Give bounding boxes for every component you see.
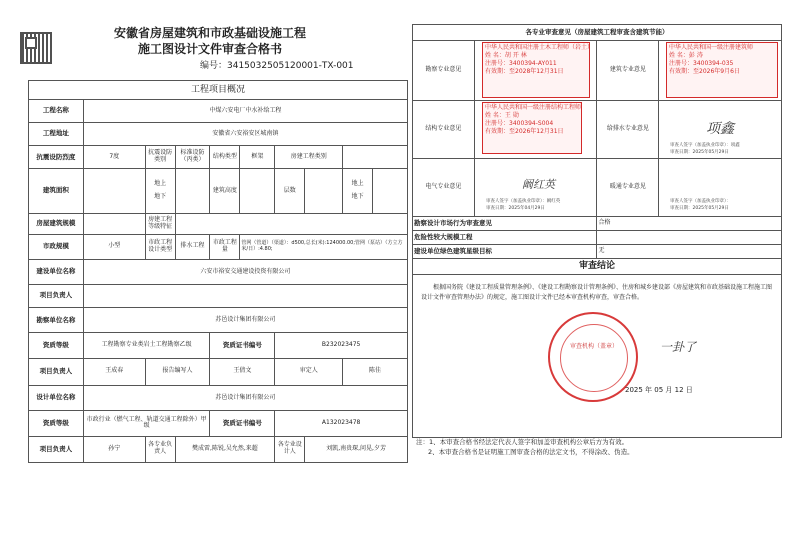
org-label: 审查机构（盖章）	[569, 343, 618, 350]
stamp-line: 中华人民共和国注册土木工程师（岩土）	[485, 44, 594, 51]
reviewer-value: 陈佳	[343, 358, 408, 385]
conclusion-date: 2025 年 05 月 12 日	[625, 386, 693, 394]
builder-value: 六安市裕安交通建设投资有限公司	[83, 259, 407, 284]
stamp-line: 注册号：3400394-035	[669, 60, 734, 68]
below-label: 地下	[351, 193, 364, 201]
conclusion-title: 审查结论	[413, 259, 782, 275]
project-lead-label: 项目负责人	[29, 285, 84, 308]
grade-value	[175, 213, 407, 234]
survey-lead-label: 项目负责人	[29, 358, 84, 385]
seismic-label: 抗震设防烈度	[29, 146, 84, 169]
section-title: 工程项目概况	[29, 81, 408, 100]
reviewer-label: 审定人	[275, 358, 343, 385]
municipal-cat-label: 市政工程设计类型	[145, 234, 175, 259]
stamp-architect	[666, 42, 778, 98]
builder-label: 建设单位名称	[29, 259, 84, 284]
stamp-line: 注册号：3400394-AY011	[485, 60, 557, 68]
floors-label: 层数	[275, 169, 305, 213]
design-unit-label: 设计单位名称	[29, 386, 84, 411]
above-label: 地上	[351, 179, 364, 187]
seismic-value: 7度	[83, 146, 145, 169]
qual-cert-value: B232023475	[275, 333, 408, 358]
survey-opinion-label: 勘察专业意见	[413, 41, 475, 101]
seismic-cat-label: 抗震设防类别	[145, 146, 175, 169]
sign-date-hvac: 审查日期：2025年05月29日	[670, 206, 729, 211]
signature-elec: 阚红英	[522, 178, 555, 191]
area-sub-value	[175, 169, 210, 213]
design-unit-value: 苏邑设计集团有限公司	[83, 386, 407, 411]
signer-note-hvac: 审查人签字（加盖执业印章）：	[670, 199, 731, 204]
site-check-label: 勘察设计市场行为审查意见	[413, 217, 597, 231]
discipline-lead-value: 樊成雷,陈锐,吴允然,来超	[175, 436, 275, 462]
report-writer-label: 报告编写人	[145, 358, 210, 385]
doc-title-line1: 安徽省房屋建筑和市政基础设施工程	[113, 26, 306, 40]
scale-label: 房屋建筑规模	[29, 213, 84, 234]
stamp-line: 中华人民共和国一级注册建筑师	[669, 44, 754, 51]
elec-opinion-label: 电气专业意见	[413, 159, 475, 217]
stamp-line: 姓 名：胡 开 林	[485, 52, 527, 60]
project-overview-table	[28, 80, 408, 463]
stamp-line: 注册号：3400394-S004	[485, 120, 554, 128]
green-value: 无	[597, 245, 782, 259]
danger-label: 危险性较大规模工程	[413, 231, 597, 245]
project-name: 中煤六安电厂中水补给工程	[83, 99, 407, 122]
area-above-below	[145, 169, 175, 213]
design-lead-label: 项目负责人	[29, 436, 84, 462]
stamp-line: 中华人民共和国一级注册结构工程师	[485, 104, 582, 111]
doc-title-line2: 施工图设计文件审查合格书	[137, 42, 282, 56]
design-cert-value: A132023478	[275, 411, 408, 436]
legal-rep-signature: 一卦了	[660, 340, 697, 354]
grade-label: 房建工程等级特征	[145, 213, 175, 234]
below-label: 地下	[154, 193, 167, 201]
qual-cert-label: 资质证书编号	[210, 333, 275, 358]
green-label: 建设单位绿色建筑星级目标	[413, 245, 597, 259]
municipal-cat-value: 排水工程	[175, 234, 210, 259]
area-value	[83, 169, 145, 213]
signer-note-elec: 审查人签字（加盖执业印章）：阚红英	[486, 199, 561, 204]
floors-above-below	[343, 169, 373, 213]
stamp-line: 姓 名：王 勋	[485, 112, 519, 120]
site-check-value: 合格	[597, 217, 782, 231]
stamp-line: 有效期：至2028年12月31日	[485, 68, 564, 76]
signer-note-water: 审查人签字（加盖执业印章）：项鑫	[670, 143, 740, 148]
survey-lead-value: 王成春	[83, 358, 145, 385]
survey-unit-label: 勘察单位名称	[29, 308, 84, 333]
struct-opinion-label: 结构专业意见	[413, 101, 475, 159]
stamp-structural-engineer	[482, 102, 582, 154]
doc-number: 编号：3415032505120001-TX-001	[200, 61, 354, 71]
floors-value	[305, 169, 343, 213]
structure-label: 结构类型	[210, 146, 240, 169]
qual-grade-label: 资质等级	[29, 333, 84, 358]
note-1: 注：1、本审查合格书经法定代表人签字和加盖审查机构公章后方为有效。	[416, 438, 629, 446]
design-qual-label: 资质等级	[29, 411, 84, 436]
hvac-opinion-label: 暖通专业意见	[597, 159, 659, 217]
discipline-designer-value: 刘凯,南贵琛,问晃,夕芳	[305, 436, 408, 462]
project-address-label: 工程地址	[29, 123, 84, 146]
height-value	[240, 169, 275, 213]
discipline-designer-label: 各专业设计人	[275, 436, 305, 462]
arch-opinion-label: 建筑专业意见	[597, 41, 659, 101]
water-opinion-label: 给排水专业意见	[597, 101, 659, 159]
sign-date-water: 审查日期：2025年05月29日	[670, 150, 729, 155]
qr-code	[20, 32, 52, 64]
sign-date-elec: 审查日期：2025年04月29日	[486, 206, 545, 211]
stamp-line: 有效期：至2026年12月31日	[485, 128, 564, 136]
municipal-scale-label: 市政规模	[29, 234, 84, 259]
floors-sub-value	[373, 169, 408, 213]
signature-water: 项鑫	[706, 121, 734, 137]
stamp-line: 有效期：至2026年9月6日	[669, 68, 740, 76]
stamp-line: 姓 名：彭 涛	[669, 52, 703, 60]
above-label: 地上	[154, 179, 167, 187]
municipal-scale-value: 小型	[83, 234, 145, 259]
building-cat-value	[343, 146, 408, 169]
project-address: 安徽省六安裕安区城南镇	[83, 123, 407, 146]
height-label: 建筑高度	[210, 169, 240, 213]
project-name-label: 工程名称	[29, 99, 84, 122]
design-lead-value: 孙宁	[83, 436, 145, 462]
seismic-cat-value: 标准设防（丙类）	[175, 146, 210, 169]
design-qual-value: 市政行业（燃气工程、轨道交通工程除外）甲级	[83, 411, 210, 436]
stamp-geotech-engineer	[482, 42, 594, 98]
building-cat-label: 房建工程类别	[275, 146, 343, 169]
report-writer-value: 王倩文	[210, 358, 275, 385]
municipal-amount-label: 市政工程量	[210, 234, 240, 259]
design-cert-label: 资质证书编号	[210, 411, 275, 436]
municipal-amount-value: 管网（管道）（渠道）：d500,总长(米):124000.00;管网（泵站）（方立方米/日）:4.80;	[240, 234, 408, 259]
note-2: 2、本审查合格书是证明施工图审查合格的法定文书，不得涂改、伪造。	[428, 447, 634, 456]
scale-value	[83, 213, 145, 234]
area-label: 建筑面积	[29, 169, 84, 213]
structure-value: 框架	[240, 146, 275, 169]
discipline-lead-label: 各专业负责人	[145, 436, 175, 462]
review-heading: 各专业审查意见（房屋建筑工程审查含建筑节能）	[413, 25, 782, 41]
danger-value	[597, 231, 782, 245]
survey-unit-value: 苏邑设计集团有限公司	[83, 308, 407, 333]
project-lead-value	[83, 285, 407, 308]
conclusion-text: 根据国务院《建设工程质量管理条例》、《建设工程勘察设计管理条例》、住房和城乡建设部《房屋建筑和市政基础设施工程施工图设计文件审查管理办法》的规定，施工图设计文件已经本审查机构审查，审查合格。	[421, 284, 773, 301]
notes	[416, 438, 634, 458]
qual-grade-value: 工程勘察专业类岩土工程勘察乙级	[83, 333, 210, 358]
